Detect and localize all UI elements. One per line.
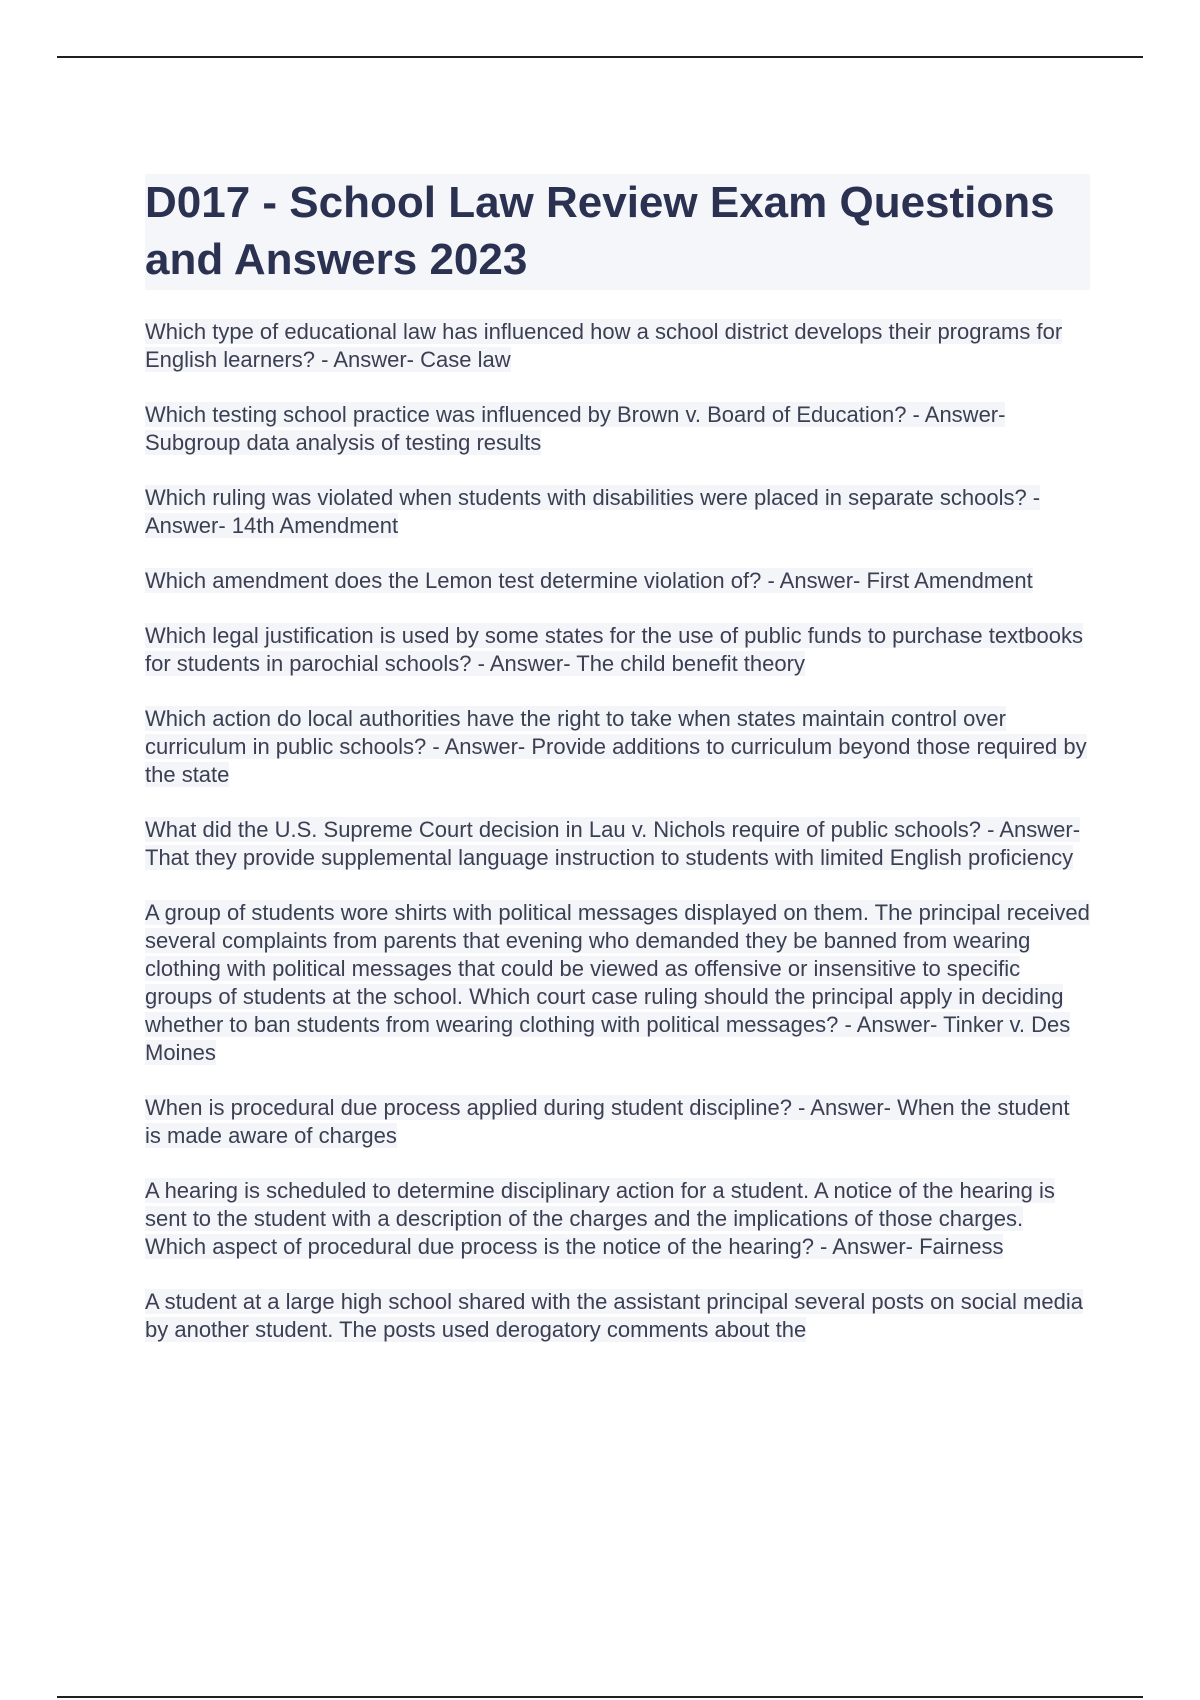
title-block	[145, 174, 1090, 290]
qa-item	[145, 318, 1090, 374]
qa-item	[145, 1177, 1090, 1261]
qa-item	[145, 401, 1090, 457]
qa-text: What did the U.S. Supreme Court decision in Lau v. Nichols require of public schools? - Answer- That they provide supplemental language instruction to students with limited English proficiency	[145, 817, 1081, 870]
document-title: D017 - School Law Review Exam Questions and Answers 2023	[145, 178, 1055, 284]
qa-item	[145, 567, 1090, 595]
qa-text: When is procedural due process applied during student discipline? - Answer- When the student is made aware of charges	[145, 1095, 1070, 1148]
qa-item	[145, 899, 1090, 1067]
top-rule	[57, 56, 1143, 58]
qa-text: A student at a large high school shared with the assistant principal several posts on social media by another student. The posts used derogatory comments about the	[145, 1289, 1083, 1342]
qa-item	[145, 622, 1090, 678]
qa-item	[145, 705, 1090, 789]
qa-text: Which ruling was violated when students with disabilities were placed in separate schools? - Answer- 14th Amendment	[145, 485, 1041, 538]
qa-item	[145, 1094, 1090, 1150]
document-body	[145, 174, 1090, 1371]
qa-text: A hearing is scheduled to determine disciplinary action for a student. A notice of the hearing is sent to the student with a description of the charges and the implications of those charges. Which aspect of procedural due process is the notice of the hearing? - Answer- Fairness	[145, 1178, 1055, 1259]
qa-text: Which testing school practice was influenced by Brown v. Board of Education? - Answer- Subgroup data analysis of testing results	[145, 402, 1006, 455]
qa-item	[145, 484, 1090, 540]
qa-text: Which amendment does the Lemon test determine violation of? - Answer- First Amendment	[145, 568, 1033, 593]
qa-text: Which legal justification is used by some states for the use of public funds to purchase textbooks for students in parochial schools? - Answer- The child benefit theory	[145, 623, 1083, 676]
qa-text: Which type of educational law has influenced how a school district develops their programs for English learners? - Answer- Case law	[145, 319, 1063, 372]
bottom-rule	[57, 1696, 1143, 1698]
qa-text: Which action do local authorities have the right to take when states maintain control over curriculum in public schools? - Answer- Provide additions to curriculum beyond those required by the state	[145, 706, 1087, 787]
qa-item	[145, 816, 1090, 872]
qa-text: A group of students wore shirts with political messages displayed on them. The principal received several complaints from parents that evening who demanded they be banned from wearing clothing with political messages that could be viewed as offensive or insensitive to specific groups of students at the school. Which court case ruling should the principal apply in deciding whether to ban students from wearing clothing with political messages? - Answer- Tinker v. Des Moines	[145, 900, 1090, 1065]
qa-item	[145, 1288, 1090, 1344]
